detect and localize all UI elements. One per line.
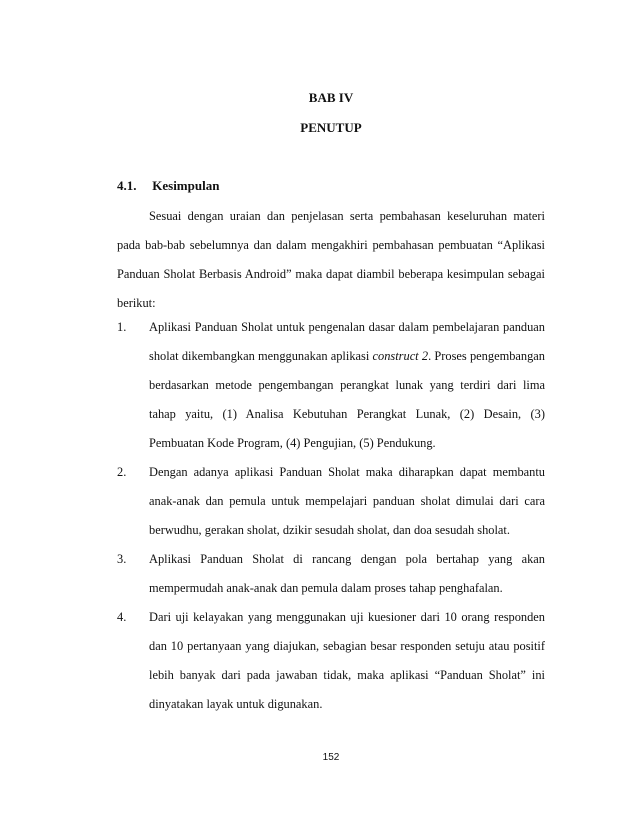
list-marker: 4. — [117, 610, 127, 624]
chapter-subtitle: PENUTUP — [300, 120, 362, 135]
list-text: Aplikasi Panduan Sholat untuk pengenalan dasar dalam pembelajaran panduan sholat dikembangkan menggunakan aplikasi — [149, 320, 545, 363]
conclusion-list — [117, 313, 545, 719]
list-text: Aplikasi Panduan Sholat di rancang dengan pola bertahap yang akan mempermudah anak-anak dan pemula dalam proses tahap penghafalan. — [149, 552, 545, 595]
chapter-title: BAB IV — [308, 90, 354, 105]
section-title: Kesimpulan — [152, 178, 220, 193]
list-text-after: . Proses pengembangan berdasarkan metode pengembangan perangkat lunak yang terdiri dari lima tahap yaitu, (1) Analisa Kebutuhan Perangkat Lunak, (2) Desain, (3) Pembuatan Kode Program, (4) Pengujian, (5) Pendukung. — [149, 349, 545, 450]
list-emphasis: construct 2 — [372, 349, 429, 363]
list-text: Dari uji kelayakan yang menggunakan uji kuesioner dari 10 orang responden dan 10 pertanyaan yang diajukan, sebagian besar responden setuju atau positif lebih banyak dari pada jawaban tidak, maka aplikasi “Panduan Sholat” ini dinyatakan layak untuk digunakan. — [149, 610, 545, 711]
list-text: Dengan adanya aplikasi Panduan Sholat maka diharapkan dapat membantu anak-anak dan pemula untuk mempelajari panduan sholat dimulai dari cara berwudhu, gerakan sholat, dzikir sesudah sholat, dan doa sesudah sholat. — [149, 465, 545, 537]
list-item — [117, 603, 545, 719]
section-number: 4.1. — [117, 178, 137, 193]
page-number: 152 — [322, 752, 340, 763]
list-marker: 3. — [117, 552, 127, 566]
list-item — [117, 458, 545, 545]
intro-paragraph: Sesuai dengan uraian dan penjelasan serta pembahasan keseluruhan materi pada bab-bab sebelumnya dan dalam mengakhiri pembahasan pembuatan “Aplikasi Panduan Sholat Berbasis Android” maka dapat diambil beberapa kesimpulan sebagai berikut: — [117, 209, 545, 310]
section-heading — [117, 178, 219, 194]
list-item — [117, 313, 545, 458]
list-marker: 2. — [117, 465, 127, 479]
list-item — [117, 545, 545, 603]
list-marker: 1. — [117, 320, 127, 334]
